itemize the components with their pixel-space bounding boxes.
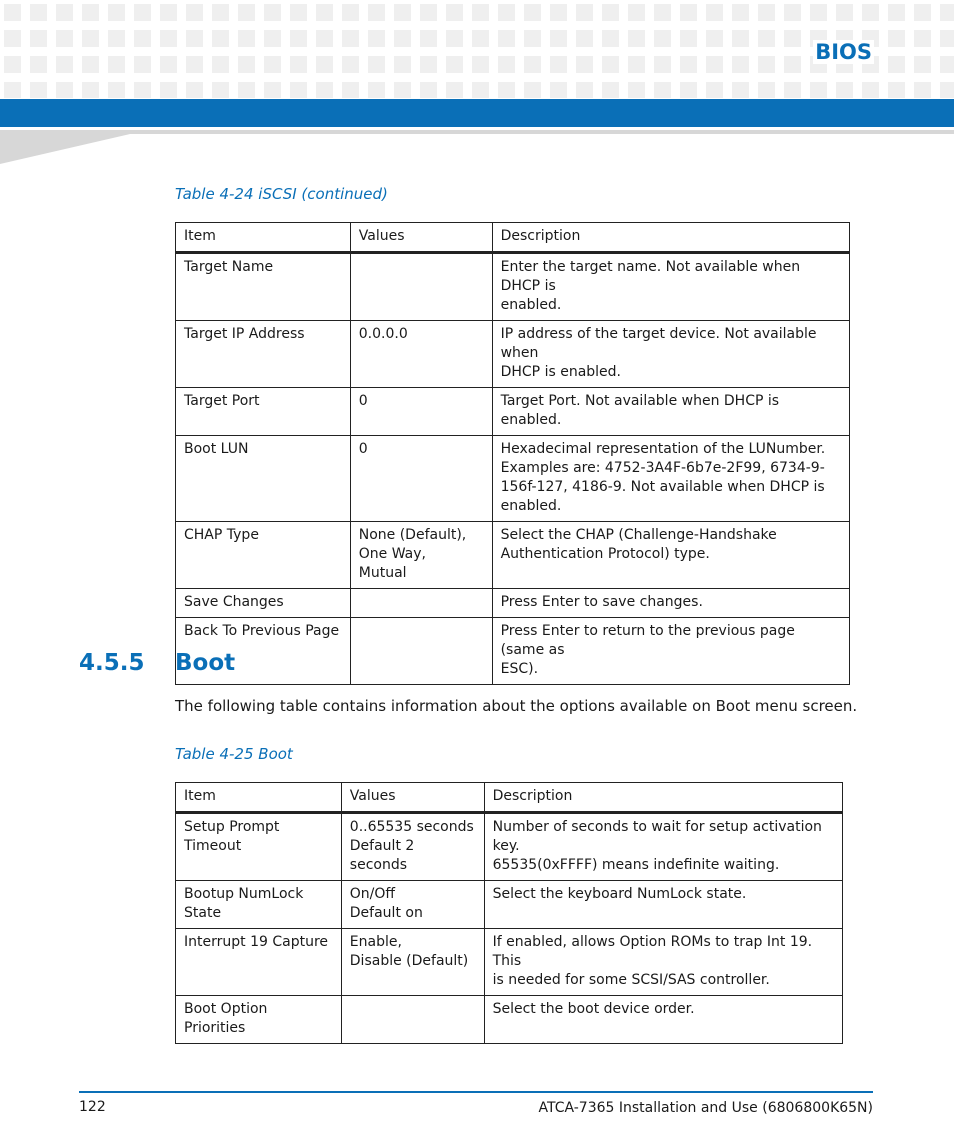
cell-text-line: 0.0.0.0: [358, 326, 408, 342]
table-header-row: [176, 223, 850, 253]
table-row: [176, 321, 850, 388]
cell-item: [176, 929, 342, 996]
cell-text-line: 0: [358, 393, 368, 409]
cell-text-line: Enable,: [349, 934, 402, 950]
column-header-description: Description: [492, 223, 849, 253]
cell-item: [176, 522, 351, 589]
footer-rule: [79, 1091, 873, 1093]
cell-item: [176, 881, 342, 929]
section-intro-text: The following table contains information about the options available on Boot menu screen.: [175, 697, 858, 715]
section-number: 4.5.5: [79, 650, 145, 676]
document-title: ATCA-7365 Installation and Use (6806800K65N): [538, 1100, 873, 1116]
cell-item: [176, 321, 351, 388]
cell-text-line: State: [184, 905, 222, 921]
cell-values: [341, 996, 484, 1044]
cell-text-line: If enabled, allows Option ROMs to trap Int 19. This: [492, 934, 813, 969]
cell-text-line: Bootup NumLock: [184, 886, 304, 902]
column-header-values: Values: [350, 223, 492, 253]
table-row: [176, 436, 850, 522]
column-header-values: Values: [341, 783, 484, 813]
decorative-square-grid: [4, 4, 954, 98]
cell-text-line: Press Enter to save changes.: [500, 594, 703, 610]
cell-description: [484, 813, 842, 881]
cell-description: [492, 321, 849, 388]
cell-description: [484, 996, 842, 1044]
cell-text-line: Default 2 seconds: [349, 838, 415, 873]
cell-text-line: Setup Prompt: [184, 819, 280, 835]
cell-text-line: enabled.: [500, 498, 562, 514]
cell-values: [341, 881, 484, 929]
table-row: [176, 813, 843, 881]
cell-description: [492, 388, 849, 436]
cell-text-line: 65535(0xFFFF) means indefinite waiting.: [492, 857, 780, 873]
table-header-row: [176, 783, 843, 813]
cell-text-line: Interrupt 19 Capture: [184, 934, 328, 950]
cell-text-line: One Way,: [358, 546, 426, 562]
cell-item: [176, 388, 351, 436]
table-row: [176, 589, 850, 618]
table-row: [176, 522, 850, 589]
cell-text-line: Press Enter to return to the previous page (same as: [500, 623, 795, 658]
table-caption-iscsi: Table 4-24 iSCSI (continued): [175, 185, 388, 203]
cell-text-line: DHCP is enabled.: [500, 364, 621, 380]
cell-text-line: Hexadecimal representation of the LUNumber.: [500, 441, 826, 457]
cell-item: [176, 813, 342, 881]
cell-text-line: On/Off: [349, 886, 396, 902]
header-blue-bar: [0, 99, 954, 127]
cell-values: [341, 929, 484, 996]
column-header-item: Item: [176, 783, 342, 813]
cell-item: [176, 589, 351, 618]
cell-text-line: Back To Previous Page: [184, 623, 340, 639]
cell-text-line: Examples are: 4752-3A4F-6b7e-2F99, 6734-9-: [500, 460, 825, 476]
cell-text-line: None (Default),: [358, 527, 467, 543]
cell-text-line: Default on: [349, 905, 423, 921]
cell-item: [176, 436, 351, 522]
table-row: [176, 881, 843, 929]
table-row: [176, 929, 843, 996]
column-header-description: Description: [484, 783, 842, 813]
table-row: [176, 618, 850, 685]
cell-text-line: ESC).: [500, 661, 539, 677]
boot-table: [175, 782, 843, 1044]
cell-text-line: CHAP Type: [184, 527, 259, 543]
cell-description: [492, 436, 849, 522]
cell-values: [350, 253, 492, 321]
cell-text-line: Mutual: [358, 565, 407, 581]
cell-text-line: Save Changes: [184, 594, 284, 610]
cell-text-line: Enter the target name. Not available when DHCP is: [500, 259, 801, 294]
cell-values: [350, 388, 492, 436]
cell-text-line: Authentication Protocol) type.: [500, 546, 710, 562]
cell-text-line: 0..65535 seconds: [349, 819, 474, 835]
cell-description: [484, 929, 842, 996]
cell-values: [350, 589, 492, 618]
section-title: Boot: [175, 650, 236, 676]
cell-description: [492, 589, 849, 618]
cell-values: [350, 436, 492, 522]
cell-values: [350, 522, 492, 589]
cell-text-line: Target Port. Not available when DHCP is enabled.: [500, 393, 780, 428]
cell-text-line: Timeout: [184, 838, 242, 854]
cell-description: [492, 522, 849, 589]
cell-text-line: Target Port: [184, 393, 260, 409]
table-row: [176, 253, 850, 321]
cell-description: [492, 253, 849, 321]
cell-text-line: Number of seconds to wait for setup activation key.: [492, 819, 822, 854]
cell-text-line: Target IP Address: [184, 326, 305, 342]
cell-text-line: Boot Option Priorities: [184, 1001, 268, 1036]
header-gray-wedge: [0, 130, 954, 164]
cell-text-line: enabled.: [500, 297, 562, 313]
cell-text-line: Boot LUN: [184, 441, 249, 457]
cell-description: [492, 618, 849, 685]
cell-text-line: is needed for some SCSI/SAS controller.: [492, 972, 770, 988]
cell-text-line: Select the keyboard NumLock state.: [492, 886, 747, 902]
cell-text-line: Select the boot device order.: [492, 1001, 695, 1017]
column-header-item: Item: [176, 223, 351, 253]
table-caption-boot: Table 4-25 Boot: [175, 745, 293, 763]
page-number: 122: [79, 1099, 106, 1115]
iscsi-table: [175, 222, 850, 685]
table-row: [176, 996, 843, 1044]
cell-description: [484, 881, 842, 929]
cell-text-line: Select the CHAP (Challenge-Handshake: [500, 527, 777, 543]
table-row: [176, 388, 850, 436]
cell-text-line: Target Name: [184, 259, 274, 275]
cell-text-line: IP address of the target device. Not available when: [500, 326, 817, 361]
cell-text-line: Disable (Default): [349, 953, 469, 969]
cell-text-line: 156f-127, 4186-9. Not available when DHCP is: [500, 479, 825, 495]
header-pattern: [0, 0, 954, 98]
cell-values: [341, 813, 484, 881]
cell-item: [176, 253, 351, 321]
cell-values: [350, 618, 492, 685]
cell-values: [350, 321, 492, 388]
cell-item: [176, 996, 342, 1044]
section-label: BIOS: [815, 40, 872, 64]
cell-text-line: 0: [358, 441, 368, 457]
